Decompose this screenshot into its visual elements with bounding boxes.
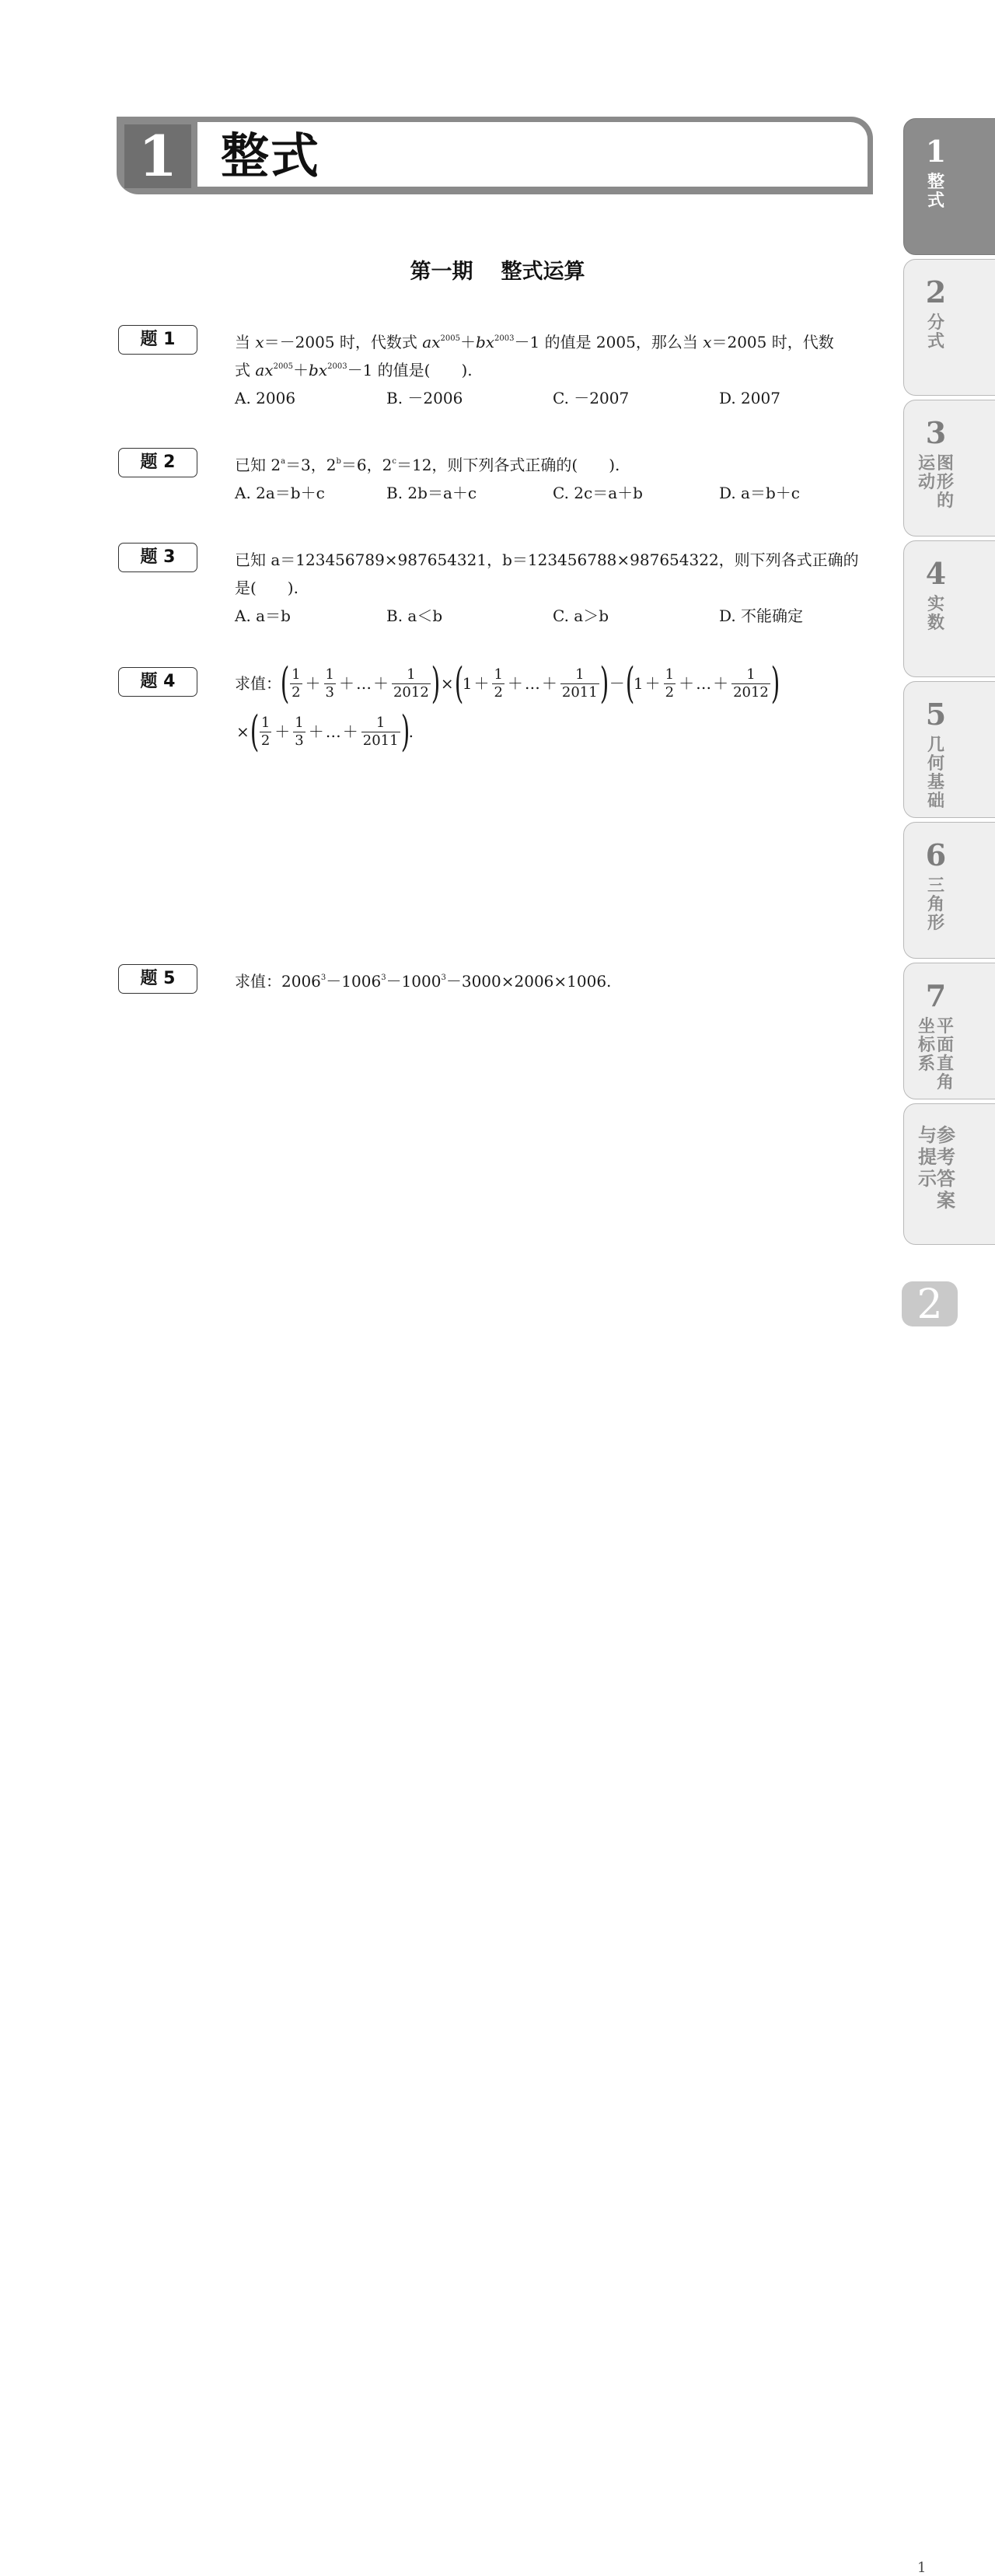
problem-tag: 题 4 [118,667,197,697]
problem-text-line: 已知 a＝123456789×987654321，b＝123456788×987654322，则下列各式正确的 [235,551,859,569]
option-b: B. a＜b [386,606,443,625]
tab-chapter-4[interactable]: 4 实数 [903,540,995,677]
section-title [0,257,995,288]
math-expression-line: 求值： ( $\frac{1}{2}$ ＋ $\frac{1}{3}$ ＋ … ＋ $\frac{1}{2012}$ ) × ( 1 ＋ $\frac{1}{2}$ ＋ … ＋ $\frac{1}{2011}$ ) － ( 1 ＋ $\frac{1}{2}$ ＋ … ＋ $\frac{1}{2012}$ ) [235,659,780,708]
problem-tag: 题 5 [118,964,197,994]
problem-5 [235,967,880,995]
tab-chapter-6[interactable]: 6 三角形 [903,822,995,959]
tab-chapter-3[interactable]: 3 图形的 运动 [903,400,995,537]
problem-text-line: 是( ). [235,578,298,597]
tab-chapter-5[interactable]: 5 几何基础 [903,681,995,818]
chapter-title-box [197,122,868,187]
problem-4 [235,659,841,756]
page-number: 2 [916,1281,943,1328]
tab-chapter-1[interactable]: 1 整式 [903,118,995,255]
tab-answers[interactable]: 参考答案 与提示 [903,1103,995,1245]
page-number-badge [902,1281,958,2576]
tab-chapter-7[interactable]: 7 平面直角 坐标系 [903,963,995,1099]
problem-text-line: 当 x＝－2005 时，代数式 $ax^{2005}+bx^{2003}-1$ 的值是 2005，那么当 x＝2005 时，代数 [235,333,834,351]
option-a: A. 2006 [235,389,296,407]
answer-options [235,479,880,507]
answer-options [235,384,880,412]
problem-1 [235,328,880,412]
problem-text-line: 求值：$2006^3-1006^3-1000^3-3000\times 2006\times 1006$. [235,972,612,991]
section-topic: 整式运算 [501,260,585,284]
option-d: D. 不能确定 [719,606,804,625]
tab-chapter-2[interactable]: 2 分式 [903,259,995,396]
option-c: C. a＞b [553,606,609,625]
option-d: D. 2007 [719,389,780,407]
option-b: B. －2006 [386,389,463,407]
problem-text-line: 式 $ax^{2005}+bx^{2003}-1$ 的值是( ). [235,361,473,379]
problem-2 [235,451,880,507]
problem-3 [235,546,880,630]
option-a: A. 2a＝b＋c [235,484,325,502]
page-small-mark: 1 [917,2560,927,2576]
answer-options [235,602,880,630]
option-c: C. －2007 [553,389,630,407]
option-d: D. a＝b＋c [719,484,800,502]
section-issue: 第一期 [410,260,473,284]
problem-text-line: 已知 $2^a=3$，$2^b=6$，$2^c=12$，则下列各式正确的( ). [235,456,620,474]
chapter-number: 1 [124,124,191,188]
chapter-title: 整式 [221,128,321,184]
option-c: C. 2c＝a＋b [553,484,643,502]
chapter-banner [117,117,873,194]
problem-tag: 题 3 [118,543,197,572]
problem-tag: 题 2 [118,448,197,477]
option-b: B. 2b＝a＋c [386,484,477,502]
problem-tag: 题 1 [118,325,197,355]
option-a: A. a＝b [235,606,291,625]
math-expression-line: × ( $\frac{1}{2}$ ＋ $\frac{1}{3}$ ＋ … ＋ $\frac{1}{2011}$ ) . [236,707,414,756]
